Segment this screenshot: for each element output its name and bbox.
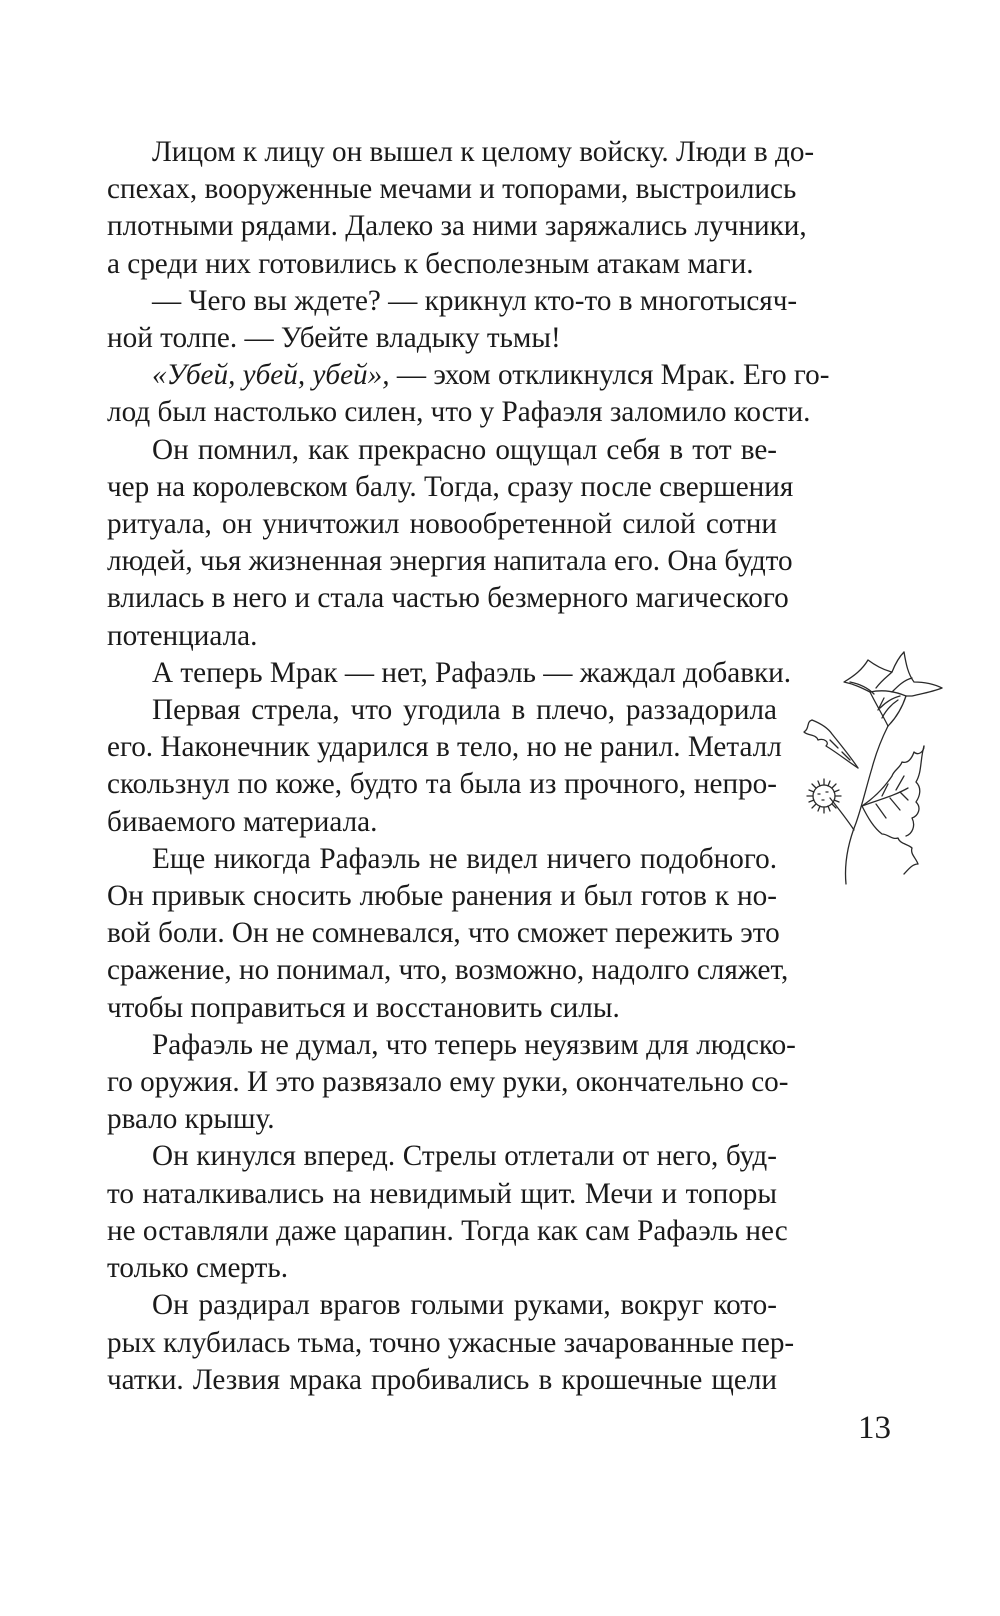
text-line: рвало крышу. <box>107 1103 275 1136</box>
text-line: Рафаэль не думал, что теперь неуязвим для людско- <box>152 1028 796 1061</box>
text-line: скользнул по коже, будто та была из прочного, непро- <box>107 768 777 801</box>
text-line: — Чего вы ждете? — крикнул кто-то в многотысяч- <box>152 284 798 317</box>
text-line: чер на королевском балу. Тогда, сразу после свершения <box>107 470 794 503</box>
body-text <box>107 134 830 1399</box>
paragraph-6 <box>107 692 782 841</box>
text-line: влилась в него и стала частью безмерного магического <box>107 582 789 615</box>
text-line: плотными рядами. Далеко за ними заряжались лучники, <box>107 210 807 243</box>
paragraph-5 <box>107 655 792 692</box>
paragraph-9 <box>107 1138 788 1287</box>
text-line: людей, чья жизненная энергия напитала его. Она будто <box>107 545 793 578</box>
paragraph-3 <box>107 357 830 431</box>
paragraph-8 <box>107 1027 796 1139</box>
text-line <box>107 357 830 394</box>
text-line: биваемого материала. <box>107 805 378 838</box>
text-line: его. Наконечник ударился в тело, но не ранил. Металл <box>107 731 782 764</box>
text-line: лод был настолько силен, что у Рафаэля заломило кости. <box>107 396 811 429</box>
page-number: 13 <box>858 1410 891 1446</box>
text-line: ной толпе. — Убейте владыку тьмы! <box>107 322 561 355</box>
text-line: рых клубилась тьма, точно ужасные зачарованные пер- <box>107 1326 795 1359</box>
text-line: ритуала, он уничтожил новообретенной силой сотни <box>107 508 777 541</box>
text-line: Он кинулся вперед. Стрелы отлетали от него, буд- <box>152 1140 777 1173</box>
text-fragment: — эхом откликнулся Мрак. Его го- <box>389 359 830 392</box>
text-line: Он раздирал врагов голыми руками, вокруг кото- <box>152 1289 777 1322</box>
text-line: Он привык сносить любые ранения и был готов к но- <box>107 880 777 913</box>
paragraph-7 <box>107 841 789 1027</box>
text-line: а среди них готовились к бесполезным атакам маги. <box>107 247 754 280</box>
text-line: Первая стрела, что угодила в плечо, раззадорила <box>152 694 777 727</box>
text-line: Он помнил, как прекрасно ощущал себя в тот ве- <box>152 433 777 466</box>
text-line: вой боли. Он не сомневался, что сможет пережить это <box>107 917 780 950</box>
text-line: не оставляли даже царапин. Тогда как сам Рафаэль нес <box>107 1214 788 1247</box>
italic-echo: «Убей, убей, убей», <box>152 359 390 392</box>
flower-illustration-icon <box>796 648 946 893</box>
text-line: потенциала. <box>107 619 258 652</box>
text-line: сражение, но понимал, что, возможно, надолго сляжет, <box>107 954 789 987</box>
text-line: Лицом к лицу он вышел к целому войску. Люди в до- <box>152 136 815 168</box>
text-line: то наталкивались на невидимый щит. Мечи и топоры <box>107 1177 777 1210</box>
paragraph-10 <box>107 1287 795 1399</box>
text-line: чтобы поправиться и восстановить силы. <box>107 991 620 1024</box>
text-line: только смерть. <box>107 1252 288 1285</box>
text-line: спехах, вооруженные мечами и топорами, выстроились <box>107 173 797 206</box>
text-line: го оружия. И это развязало ему руки, окончательно со- <box>107 1066 789 1099</box>
paragraph-1 <box>107 134 815 283</box>
text-line: чатки. Лезвия мрака пробивались в крошечные щели <box>107 1363 777 1396</box>
paragraph-2 <box>107 283 798 357</box>
paragraph-4 <box>107 432 794 655</box>
text-line: А теперь Мрак — нет, Рафаэль — жаждал добавки. <box>152 656 792 689</box>
text-line: Еще никогда Рафаэль не видел ничего подобного. <box>152 842 777 875</box>
